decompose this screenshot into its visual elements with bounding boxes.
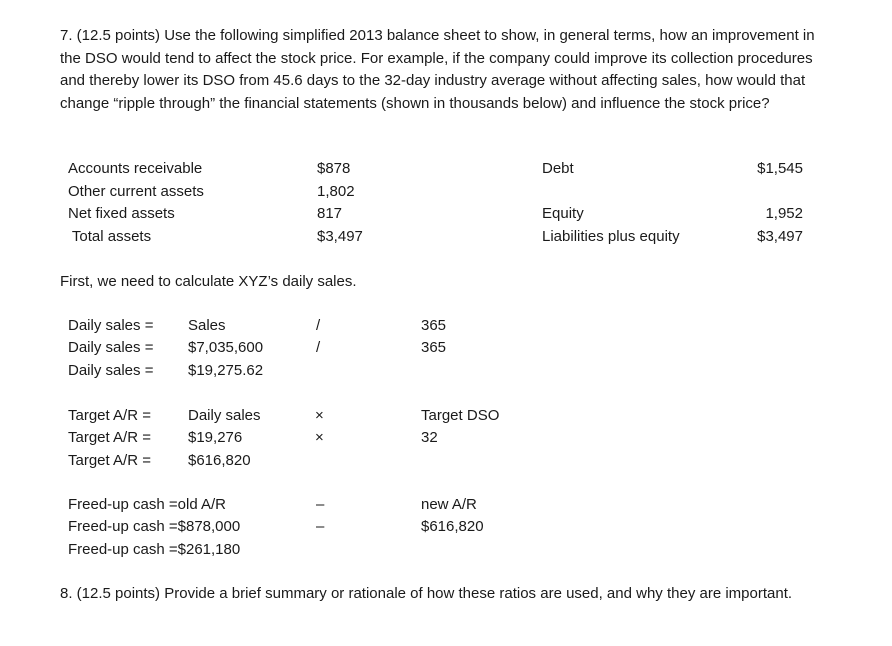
calc-label: Target A/R = <box>68 429 151 446</box>
calc-label: Target A/R = <box>68 452 151 469</box>
calc-label: Daily sales = <box>68 339 154 356</box>
asset-value: 1,802 <box>317 183 355 200</box>
calc-row <box>0 539 892 561</box>
liability-label: Debt <box>542 160 574 177</box>
calc-row <box>0 405 892 427</box>
calc-label: Freed-up cash =$261,180 <box>68 541 241 558</box>
balance-sheet-row <box>0 181 892 203</box>
liability-value: $1,545 <box>757 160 803 177</box>
calc-operator: × <box>315 407 324 424</box>
calc-label: Daily sales = <box>68 362 154 379</box>
calc-operator: × <box>315 429 324 446</box>
asset-value: $878 <box>317 160 351 177</box>
balance-sheet-row <box>0 158 892 180</box>
calc-operator: / <box>316 339 321 356</box>
calc-label: Freed-up cash =$878,000 <box>68 518 241 535</box>
calc-operand-b: new A/R <box>421 496 477 513</box>
calc-operator: / <box>316 317 321 334</box>
calc-operand-b: 32 <box>421 429 438 446</box>
calc-operator: – <box>316 518 325 535</box>
calc-operand-a: $19,276 <box>188 429 243 446</box>
calc-row <box>0 337 892 359</box>
calc-operand-a: $616,820 <box>188 452 251 469</box>
liability-value: 1,952 <box>765 205 803 222</box>
calc-row <box>0 360 892 382</box>
calc-operator: – <box>316 496 325 513</box>
calc-operand-a: Daily sales <box>188 407 261 424</box>
question-8-text: 8. (12.5 points) Provide a brief summary or rationale of how these ratios are used, and why they are important. <box>60 585 793 602</box>
asset-label: Total assets <box>68 228 152 245</box>
balance-sheet-row <box>0 203 892 225</box>
calc-row <box>0 516 892 538</box>
liability-label: Liabilities plus equity <box>542 228 680 245</box>
calc-row <box>0 494 892 516</box>
calc-label: Target A/R = <box>68 407 151 424</box>
asset-label: Other current assets <box>68 183 204 200</box>
question-7-text: 7. (12.5 points) Use the following simplified 2013 balance sheet to show, in general terms, how an improvement in the DSO would tend to affect the stock price. For example, if the company could improve its collection procedures and thereby lower its DSO from 45.6 days to the 32-day industry average without affecting sales, how would that change “ripple through” the financial statements (shown in thousands below) and influence the stock price? <box>60 27 815 112</box>
balance-sheet-row <box>0 226 892 248</box>
daily-sales-intro: First, we need to calculate XYZ’s daily sales. <box>60 273 357 290</box>
calc-operand-b: Target DSO <box>421 407 500 424</box>
asset-value: $3,497 <box>317 228 363 245</box>
calc-operand-a: $19,275.62 <box>188 362 264 379</box>
asset-label: Net fixed assets <box>68 205 175 222</box>
calc-row <box>0 315 892 337</box>
calc-label: Freed-up cash =old A/R <box>68 496 227 513</box>
liability-label: Equity <box>542 205 584 222</box>
calc-operand-b: $616,820 <box>421 518 484 535</box>
calc-label: Daily sales = <box>68 317 154 334</box>
calc-operand-b: 365 <box>421 339 447 356</box>
asset-label: Accounts receivable <box>68 160 203 177</box>
liability-value: $3,497 <box>757 228 803 245</box>
calc-row <box>0 450 892 472</box>
calc-row <box>0 427 892 449</box>
calc-operand-b: 365 <box>421 317 447 334</box>
asset-value: 817 <box>317 205 343 222</box>
calc-operand-a: $7,035,600 <box>188 339 264 356</box>
calc-operand-a: Sales <box>188 317 226 334</box>
